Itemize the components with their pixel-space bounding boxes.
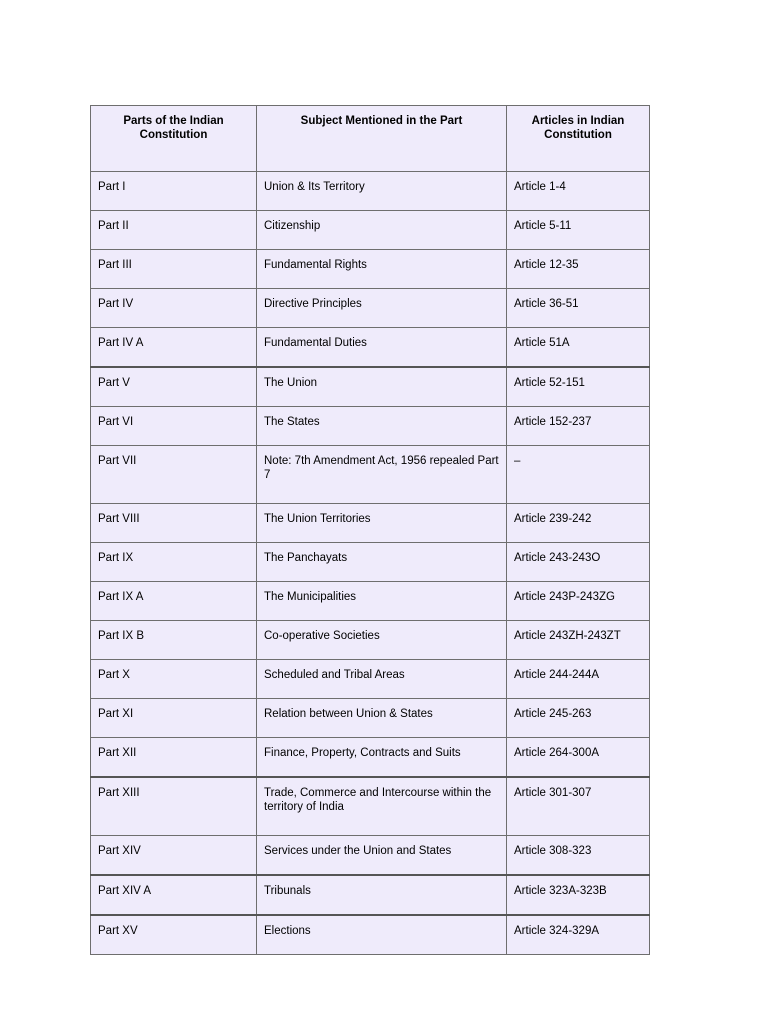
subject-cell: Note: 7th Amendment Act, 1956 repealed Part 7 <box>257 446 507 504</box>
articles-cell: Article 245-263 <box>507 699 650 738</box>
table-row <box>91 250 650 289</box>
table-row <box>91 777 650 836</box>
table-row <box>91 699 650 738</box>
articles-cell: Article 239-242 <box>507 504 650 543</box>
table-row <box>91 446 650 504</box>
part-cell: Part XIV A <box>91 875 257 915</box>
part-cell: Part XII <box>91 738 257 778</box>
articles-cell: Article 323A-323B <box>507 875 650 915</box>
table-row <box>91 915 650 955</box>
part-cell: Part XIII <box>91 777 257 836</box>
articles-cell: Article 5-11 <box>507 211 650 250</box>
part-cell: Part IX <box>91 543 257 582</box>
subject-cell: Union & Its Territory <box>257 172 507 211</box>
articles-cell: Article 301-307 <box>507 777 650 836</box>
header-articles: Articles in Indian Constitution <box>507 106 650 172</box>
table-body <box>91 172 650 955</box>
table-row <box>91 836 650 876</box>
subject-cell: Finance, Property, Contracts and Suits <box>257 738 507 778</box>
subject-cell: The Panchayats <box>257 543 507 582</box>
articles-cell: – <box>507 446 650 504</box>
subject-cell: The Union Territories <box>257 504 507 543</box>
subject-cell: Fundamental Rights <box>257 250 507 289</box>
constitution-parts-table <box>90 105 650 955</box>
header-row <box>91 106 650 172</box>
subject-cell: Directive Principles <box>257 289 507 328</box>
articles-cell: Article 324-329A <box>507 915 650 955</box>
part-cell: Part II <box>91 211 257 250</box>
articles-cell: Article 244-244A <box>507 660 650 699</box>
part-cell: Part IV A <box>91 328 257 368</box>
part-cell: Part X <box>91 660 257 699</box>
table-header <box>91 106 650 172</box>
subject-cell: The Municipalities <box>257 582 507 621</box>
articles-cell: Article 243-243O <box>507 543 650 582</box>
articles-cell: Article 1-4 <box>507 172 650 211</box>
part-cell: Part I <box>91 172 257 211</box>
part-cell: Part VI <box>91 407 257 446</box>
header-parts: Parts of the Indian Constitution <box>91 106 257 172</box>
table-row <box>91 289 650 328</box>
table-row <box>91 875 650 915</box>
subject-cell: Fundamental Duties <box>257 328 507 368</box>
subject-cell: The States <box>257 407 507 446</box>
part-cell: Part III <box>91 250 257 289</box>
subject-cell: Relation between Union & States <box>257 699 507 738</box>
table-row <box>91 543 650 582</box>
table-row <box>91 660 650 699</box>
part-cell: Part IV <box>91 289 257 328</box>
part-cell: Part IX A <box>91 582 257 621</box>
table-row <box>91 407 650 446</box>
table-row <box>91 738 650 778</box>
part-cell: Part XIV <box>91 836 257 876</box>
table-row <box>91 211 650 250</box>
part-cell: Part XV <box>91 915 257 955</box>
table-row <box>91 172 650 211</box>
table-row <box>91 504 650 543</box>
subject-cell: Tribunals <box>257 875 507 915</box>
table-row <box>91 367 650 407</box>
subject-cell: Elections <box>257 915 507 955</box>
part-cell: Part V <box>91 367 257 407</box>
articles-cell: Article 243P-243ZG <box>507 582 650 621</box>
part-cell: Part IX B <box>91 621 257 660</box>
part-cell: Part XI <box>91 699 257 738</box>
subject-cell: Co-operative Societies <box>257 621 507 660</box>
articles-cell: Article 36-51 <box>507 289 650 328</box>
table-row <box>91 582 650 621</box>
part-cell: Part VIII <box>91 504 257 543</box>
articles-cell: Article 51A <box>507 328 650 368</box>
articles-cell: Article 152-237 <box>507 407 650 446</box>
subject-cell: The Union <box>257 367 507 407</box>
articles-cell: Article 308-323 <box>507 836 650 876</box>
articles-cell: Article 243ZH-243ZT <box>507 621 650 660</box>
part-cell: Part VII <box>91 446 257 504</box>
table-row <box>91 328 650 368</box>
subject-cell: Scheduled and Tribal Areas <box>257 660 507 699</box>
header-subject: Subject Mentioned in the Part <box>257 106 507 172</box>
articles-cell: Article 52-151 <box>507 367 650 407</box>
subject-cell: Services under the Union and States <box>257 836 507 876</box>
table-row <box>91 621 650 660</box>
articles-cell: Article 12-35 <box>507 250 650 289</box>
articles-cell: Article 264-300A <box>507 738 650 778</box>
subject-cell: Citizenship <box>257 211 507 250</box>
subject-cell: Trade, Commerce and Intercourse within the territory of India <box>257 777 507 836</box>
